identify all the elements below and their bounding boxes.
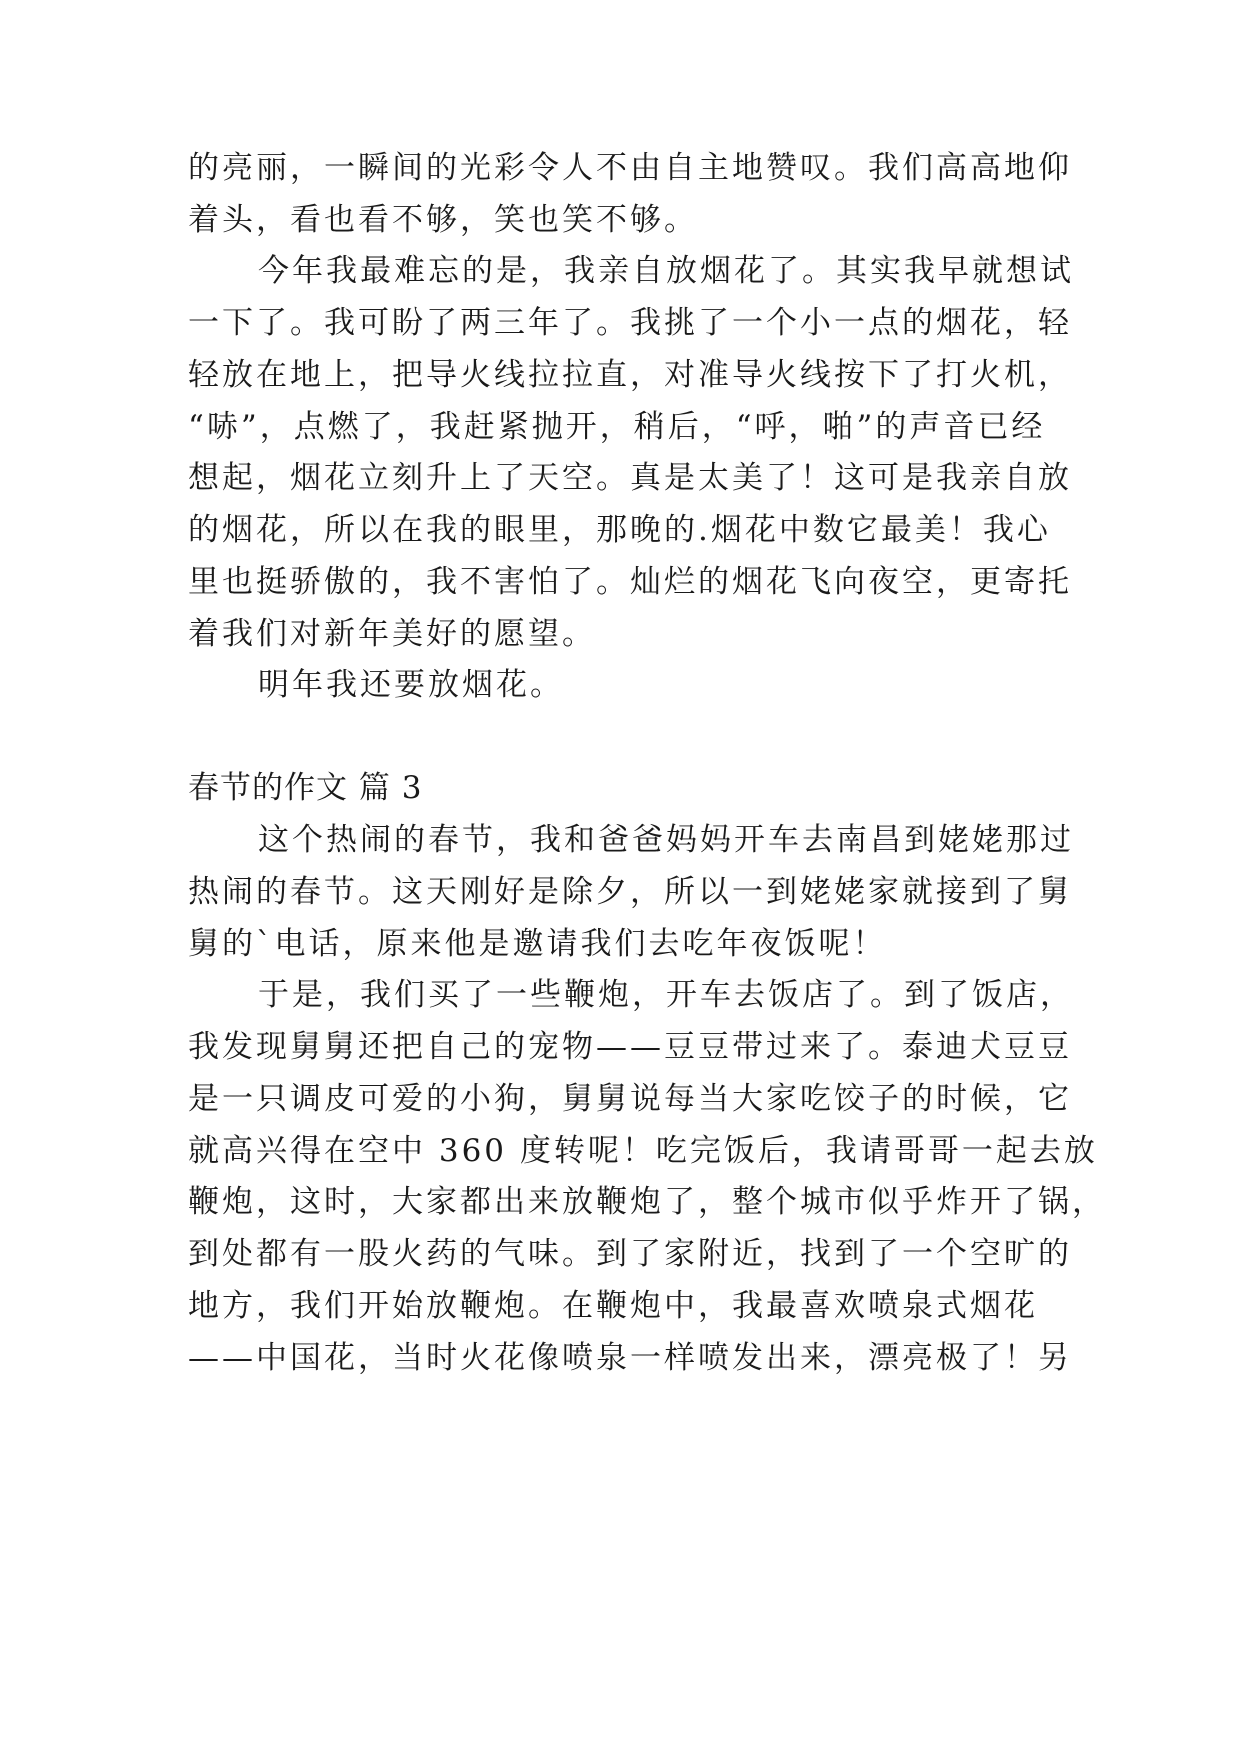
paragraph-line: 里也挺骄傲的，我不害怕了。灿烂的烟花飞向夜空，更寄托 [188,564,1072,600]
paragraph-line: 的烟花，所以在我的眼里，那晚的.烟花中数它最美！我心 [188,512,1051,548]
paragraph-line: 着头，看也看不够，笑也笑不够。 [188,202,698,238]
paragraph-line: 想起，烟花立刻升上了天空。真是太美了！这可是我亲自放 [188,460,1072,496]
paragraph-line: 于是，我们买了一些鞭炮，开车去饭店了。到了饭店， [258,977,1074,1013]
paragraph-line: 明年我还要放烟花。 [258,667,564,703]
paragraph-line: 这个热闹的春节，我和爸爸妈妈开车去南昌到姥姥那过 [258,822,1074,858]
paragraph-line: “哧”，点燃了，我赶紧抛开，稍后，“呼，啪”的声音已经 [188,409,1046,445]
paragraph-line: 一下了。我可盼了两三年了。我挑了一个小一点的烟花，轻 [188,305,1072,341]
paragraph-line: 今年我最难忘的是，我亲自放烟花了。其实我早就想试 [258,253,1074,289]
paragraph-line: 舅的`电话，原来他是邀请我们去吃年夜饭呢！ [188,926,887,962]
paragraph-line: 地方，我们开始放鞭炮。在鞭炮中，我最喜欢喷泉式烟花 [188,1288,1038,1324]
paragraph-line: 鞭炮，这时，大家都出来放鞭炮了，整个城市似乎炸开了锅， [188,1184,1106,1220]
paragraph-line: 到处都有一股火药的气味。到了家附近，找到了一个空旷的 [188,1236,1072,1272]
paragraph-line: 的亮丽，一瞬间的光彩令人不由自主地赞叹。我们高高地仰 [188,150,1072,186]
paragraph-line: 热闹的春节。这天刚好是除夕，所以一到姥姥家就接到了舅 [188,874,1072,910]
paragraph-line: ——中国花，当时火花像喷泉一样喷发出来，漂亮极了！另 [188,1340,1072,1376]
paragraph-line: 轻放在地上，把导火线拉拉直，对准导火线按下了打火机， [188,357,1072,393]
paragraph-line: 就高兴得在空中 360 度转呢！吃完饭后，我请哥哥一起去放 [188,1133,1098,1169]
paragraph-line: 我发现舅舅还把自己的宠物——豆豆带过来了。泰迪犬豆豆 [188,1029,1072,1065]
paragraph-line: 着我们对新年美好的愿望。 [188,616,596,652]
section-heading: 春节的作文 篇 3 [188,770,423,806]
paragraph-line: 是一只调皮可爱的小狗，舅舅说每当大家吃饺子的时候，它 [188,1081,1072,1117]
